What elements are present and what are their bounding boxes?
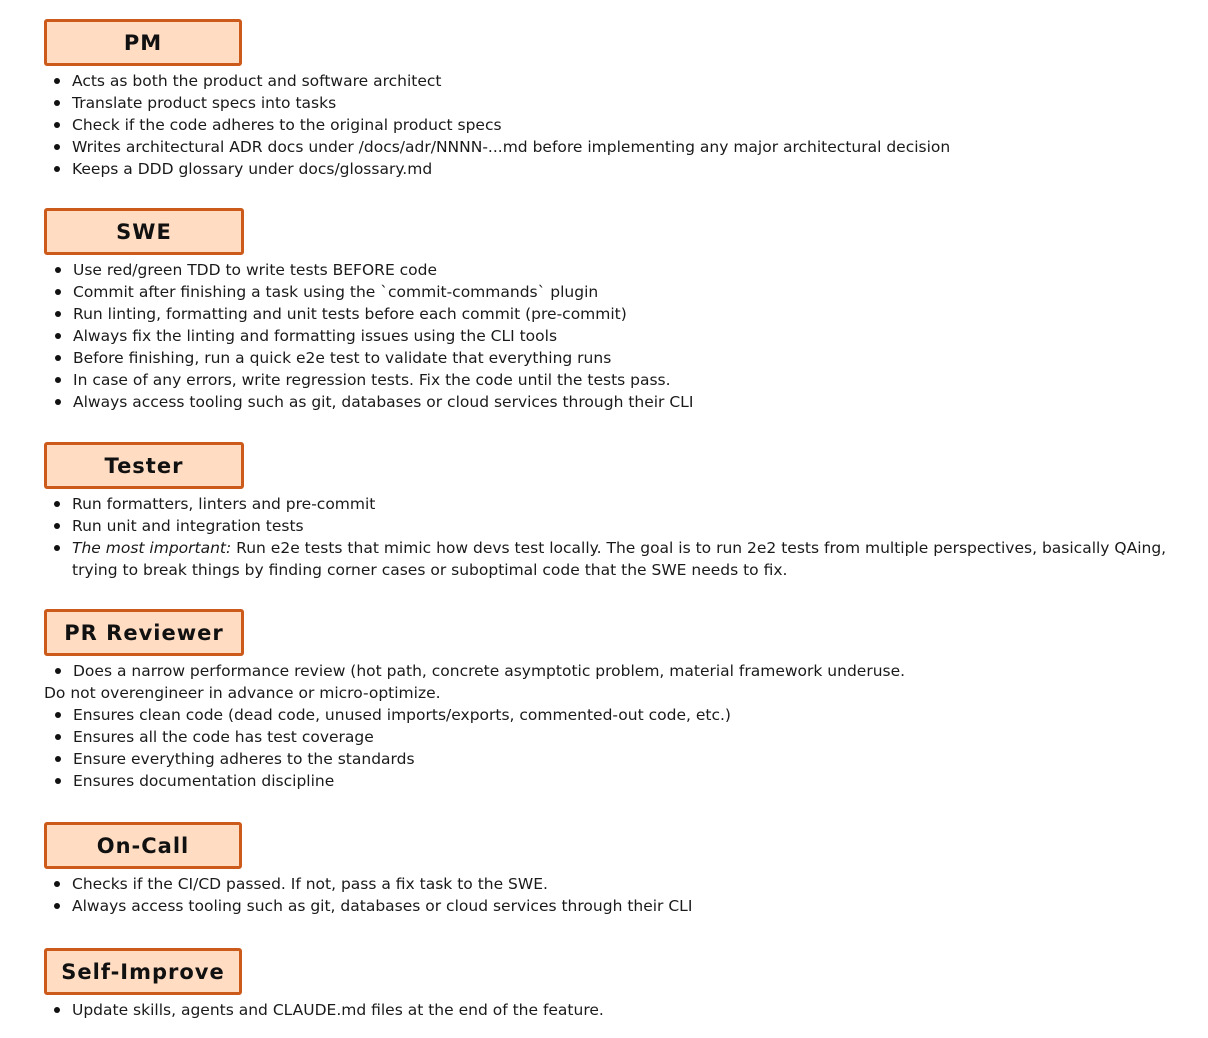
- pr-reviewer-list: [44, 704, 1194, 792]
- list-item: Before finishing, run a quick e2e test to validate that everything runs: [45, 347, 1194, 369]
- role-title-pr-reviewer: PR Reviewer: [44, 609, 244, 656]
- list-item: Commit after finishing a task using the `commit-commands` plugin: [45, 281, 1194, 303]
- list-item: Ensure everything adheres to the standards: [45, 748, 1194, 770]
- role-title-tester: Tester: [44, 442, 244, 489]
- pr-reviewer-list-first: [44, 660, 1194, 682]
- list-item: Checks if the CI/CD passed. If not, pass a fix task to the SWE.: [44, 873, 1194, 895]
- list-item: Run unit and integration tests: [44, 515, 1194, 537]
- bullet-icon: [54, 144, 60, 150]
- bullet-icon: [54, 166, 60, 172]
- bullet-icon: [55, 734, 61, 740]
- list-item: Writes architectural ADR docs under /docs/adr/NNNN-...md before implementing any major architectural decision: [44, 136, 1194, 158]
- bullet-icon: [55, 778, 61, 784]
- pm-list: [44, 70, 1194, 180]
- role-title-pm: PM: [44, 19, 242, 66]
- bullet-icon: [55, 377, 61, 383]
- bullet-icon: [55, 712, 61, 718]
- bullet-icon: [54, 523, 60, 529]
- bullet-icon: [55, 668, 61, 674]
- bullet-icon: [55, 267, 61, 273]
- bullet-icon: [54, 545, 60, 551]
- list-item-important: The most important: Run e2e tests that mimic how devs test locally. The goal is to run 2e2 tests from multiple perspectives, basically QAing, trying to break things by finding corner cases or suboptimal code that the SWE needs to fix.: [44, 537, 1194, 581]
- swe-list: [44, 259, 1194, 413]
- bullet-icon: [55, 289, 61, 295]
- section-swe: [44, 208, 1194, 413]
- list-item: Check if the code adheres to the original product specs: [44, 114, 1194, 136]
- bullet-icon: [55, 355, 61, 361]
- emphasis-label: The most important:: [72, 539, 232, 557]
- list-item: Acts as both the product and software architect: [44, 70, 1194, 92]
- on-call-list: [44, 873, 1194, 917]
- section-on-call: [44, 822, 1194, 917]
- self-improve-list: [44, 999, 1194, 1021]
- list-item: Use red/green TDD to write tests BEFORE code: [45, 259, 1194, 281]
- list-item: Always access tooling such as git, databases or cloud services through their CLI: [45, 391, 1194, 413]
- tester-list: [44, 493, 1194, 581]
- bullet-icon: [54, 501, 60, 507]
- list-item: Keeps a DDD glossary under docs/glossary.md: [44, 158, 1194, 180]
- list-item: Update skills, agents and CLAUDE.md files at the end of the feature.: [44, 999, 1194, 1021]
- list-item: Always access tooling such as git, databases or cloud services through their CLI: [44, 895, 1194, 917]
- bullet-icon: [54, 122, 60, 128]
- list-item: Run linting, formatting and unit tests before each commit (pre-commit): [45, 303, 1194, 325]
- section-self-improve: [44, 948, 1194, 1021]
- bullet-icon: [55, 756, 61, 762]
- bullet-icon: [54, 881, 60, 887]
- continuation-text: Do not overengineer in advance or micro-optimize.: [44, 684, 441, 702]
- bullet-icon: [55, 399, 61, 405]
- list-item: Translate product specs into tasks: [44, 92, 1194, 114]
- bullet-icon: [54, 78, 60, 84]
- list-item: Ensures all the code has test coverage: [45, 726, 1194, 748]
- list-item: Ensures documentation discipline: [45, 770, 1194, 792]
- bullet-icon: [54, 903, 60, 909]
- list-item: Ensures clean code (dead code, unused imports/exports, commented-out code, etc.): [45, 704, 1194, 726]
- section-pr-reviewer: [44, 609, 1194, 792]
- list-item: In case of any errors, write regression tests. Fix the code until the tests pass.: [45, 369, 1194, 391]
- section-tester: [44, 442, 1194, 581]
- role-title-self-improve: Self-Improve: [44, 948, 242, 995]
- list-item: Does a narrow performance review (hot path, concrete asymptotic problem, material framework underuse.: [45, 660, 1194, 682]
- role-title-swe: SWE: [44, 208, 244, 255]
- bullet-icon: [55, 311, 61, 317]
- role-title-on-call: On-Call: [44, 822, 242, 869]
- bullet-icon: [55, 333, 61, 339]
- bullet-icon: [54, 100, 60, 106]
- list-item: Always fix the linting and formatting issues using the CLI tools: [45, 325, 1194, 347]
- section-pm: [44, 19, 1194, 180]
- list-item: Run formatters, linters and pre-commit: [44, 493, 1194, 515]
- bullet-icon: [54, 1007, 60, 1013]
